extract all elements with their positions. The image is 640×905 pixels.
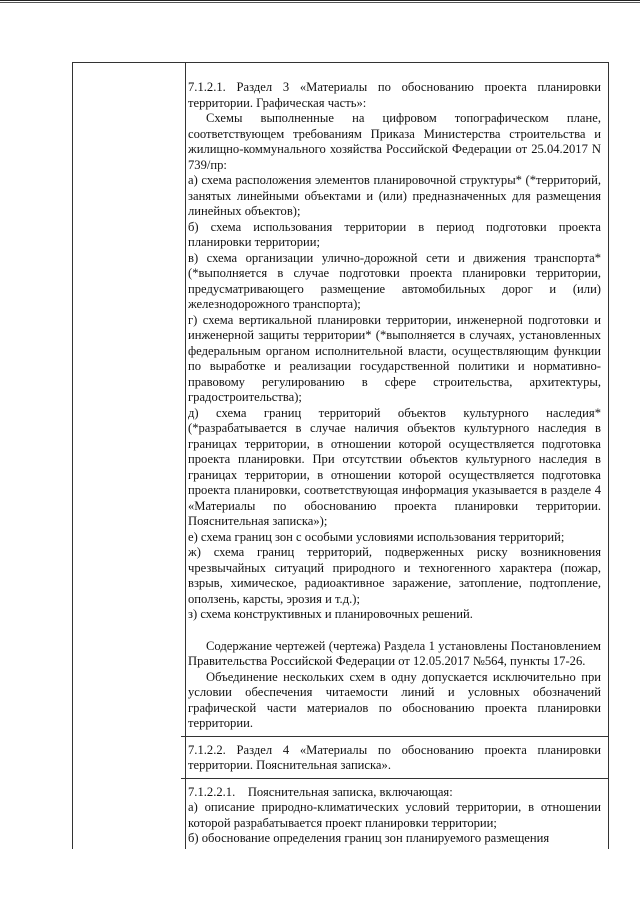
list-item: в) схема организации улично-дорожной сети и движения транспорта* (*выполняется в случае подготовки проекта планировки территории, предусматривающего размещение автомобильных дорог и (или) железнодорожного транспорта); bbox=[188, 250, 601, 311]
section-7-1-2-1-intro: Схемы выполненные на цифровом топографическом плане, соответствующем требованиям Приказа Министерства строительства и жилищно-коммунального хозяйства Российской Федерации от 25.04.2017 N 739/пр: bbox=[188, 111, 601, 172]
list-item: ж) схема границ территорий, подверженных риску возникновения чрезвычайных ситуаций природного и техногенного характера (пожар, взрыв, химическое, радиоактивное заражение, затопление, подтопление, оползень, карсты, эрозия и т.д.); bbox=[188, 545, 601, 606]
table-left-column bbox=[72, 63, 186, 849]
row-divider bbox=[181, 736, 608, 737]
list-item: з) схема конструктивных и планировочных решений. bbox=[188, 607, 473, 621]
section-7-1-2-2-1-heading: 7.1.2.2.1. Пояснительная записка, включающая: bbox=[188, 784, 453, 799]
table-right-border bbox=[608, 63, 609, 849]
list-item: е) схема границ зон с особыми условиями использования территорий; bbox=[188, 529, 565, 544]
list-item: г) схема вертикальной планировки территории, инженерной подготовки и инженерной защиты территории* (*выполняется в случаях, установленных федеральным органом исполнительной власти, осуществляющим функции по выработке и реализации государственной политики и нормативно-правовому регулированию в сфере строительства, архитектуры, градостроительства); bbox=[188, 312, 601, 404]
document-content bbox=[188, 80, 601, 847]
page-top-rule bbox=[0, 0, 640, 3]
row-divider bbox=[181, 778, 608, 779]
spacer bbox=[188, 623, 601, 639]
combine-note: Объединение нескольких схем в одну допускается исключительно при условии обеспечения читаемости линий и условных обозначений графической части материалов по обоснованию проекта планировки территории. bbox=[188, 669, 601, 730]
list-item: а) описание природно-климатических условий территории, в отношении которой разрабатывается проект планировки территории; bbox=[188, 800, 601, 830]
section-7-1-2-2-heading: 7.1.2.2. Раздел 4 «Материалы по обоснованию проекта планировки территории. Пояснительная записка». bbox=[188, 742, 601, 772]
list-item: д) схема границ территорий объектов культурного наследия* (*разрабатывается в случае наличия объектов культурного наследия в границах территории, в отношении которой осуществляется подготовка проекта планировки. При отсутствии объектов культурного наследия в границах территории, в отношении которой осуществляется подготовка проекта планировки, соответствующая информация указывается в разделе 4 «Материалы по обоснованию проекта планировки территории. Пояснительная записка»); bbox=[188, 405, 601, 528]
content-note: Содержание чертежей (чертежа) Раздела 1 установлены Постановлением Правительства Российской Федерации от 12.05.2017 №564, пункты 17-26. bbox=[188, 638, 601, 668]
list-item: а) схема расположения элементов планировочной структуры* (*территорий, занятых линейными объектами и (или) предназначенных для размещения линейных объектов); bbox=[188, 173, 601, 218]
list-item: б) схема использования территории в период подготовки проекта планировки территории; bbox=[188, 219, 601, 249]
section-7-1-2-1-heading: 7.1.2.1. Раздел 3 «Материалы по обоснованию проекта планировки территории. Графическая часть»: bbox=[188, 80, 601, 110]
list-item: б) обоснование определения границ зон планируемого размещения bbox=[188, 831, 550, 845]
